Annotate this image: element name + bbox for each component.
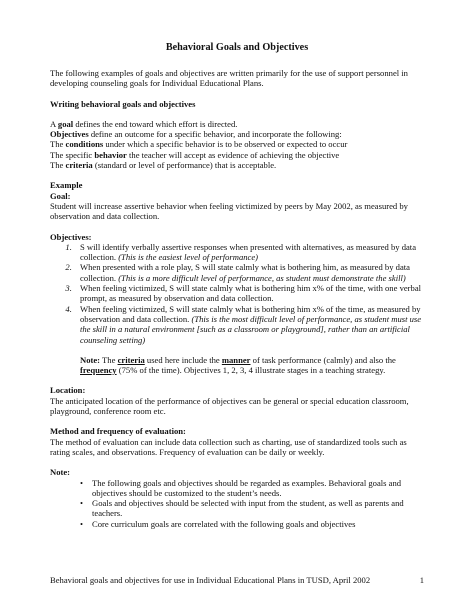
goal-text: Student will increase assertive behavior when feeling victimized by peers by May 2002, as measured by observation and data collection. xyxy=(50,200,408,222)
definitions-block xyxy=(50,119,424,170)
objectives-list xyxy=(50,242,424,345)
location-heading: Location: xyxy=(50,385,86,396)
note-heading: Note: xyxy=(50,467,71,478)
objective-item: 4. When feeling victimized, S will state calmly what is bothering him x% of the time, as measured by observation and data collection. (This is the most difficult level of performance, as student must use the skill in a natural environment [such as a classroom or playground], rather than an artificial counseling setting) xyxy=(74,304,424,345)
bullet-icon: • xyxy=(80,518,84,529)
objective-item: 3. When feeling victimized, S will state calmly what is bothering him x% of the time, with one verbal prompt, as measured by observation and data collection. xyxy=(74,283,424,304)
writing-heading: Writing behavioral goals and objectives xyxy=(50,98,196,109)
method-heading: Method and frequency of evaluation: xyxy=(50,426,186,437)
objective-item: 1. S will identify verbally assertive responses when presented with alternatives, as measured by data collection. (This is the easiest level of performance) xyxy=(74,242,424,263)
list-item: • The following goals and objectives should be regarded as examples. Behavioral goals and objectives should be customized to the student’s needs. xyxy=(80,477,402,498)
intro-paragraph: The following examples of goals and objectives are written primarily for the use of support personnel in developing counseling goals for Individual Educational Plans. xyxy=(50,68,408,89)
objectives-label: Objectives: xyxy=(50,231,92,242)
criteria-note: Note: The criteria used here include the manner of task performance (calmly) and also the frequency (75% of the time). Objectives 1, 2, 3, 4 illustrate stages in a teaching strategy. xyxy=(80,354,396,376)
bullet-icon: • xyxy=(80,498,84,509)
definition-objectives: Objectives define an outcome for a specific behavior, and incorporate the following: xyxy=(50,129,342,140)
document-title: Behavioral Goals and Objectives xyxy=(165,42,309,53)
bullet-icon: • xyxy=(80,477,84,488)
list-item: • Goals and objectives should be selected with input from the student, as well as parents and teachers. xyxy=(80,498,404,519)
objective-item: 2. When presented with a role play, S will state calmly what is bothering him, as measured by data collection. (This is a more difficult level of performance, as student must demonstrate the skill) xyxy=(74,262,424,283)
page-number: 1 xyxy=(419,575,424,585)
location-text: The anticipated location of the performance of objectives can be general or special education classroom, playground, conference room etc. xyxy=(50,395,409,417)
footer-text: Behavioral goals and objectives for use in Individual Educational Plans in TUSD, April 2002 xyxy=(50,575,371,585)
goal-label: Goal: xyxy=(50,190,71,201)
list-item: • Core curriculum goals are correlated with the following goals and objectives xyxy=(80,518,356,529)
definition-criteria: The criteria (standard or level of performance) that is acceptable. xyxy=(50,160,277,171)
example-heading: Example xyxy=(50,180,83,191)
note-bullet-list xyxy=(50,478,424,529)
page-footer xyxy=(50,575,424,585)
definition-goal: A goal defines the end toward which effort is directed. xyxy=(50,118,238,129)
definition-behavior: The specific behavior the teacher will accept as evidence of achieving the objective xyxy=(50,149,340,160)
definition-conditions: The conditions under which a specific behavior is to be observed or expected to occur xyxy=(50,139,348,150)
method-text: The method of evaluation can include data collection such as charting, use of standardized tools such as rating scales, and observations. Frequency of evaluation can be daily or weekly. xyxy=(50,436,407,457)
